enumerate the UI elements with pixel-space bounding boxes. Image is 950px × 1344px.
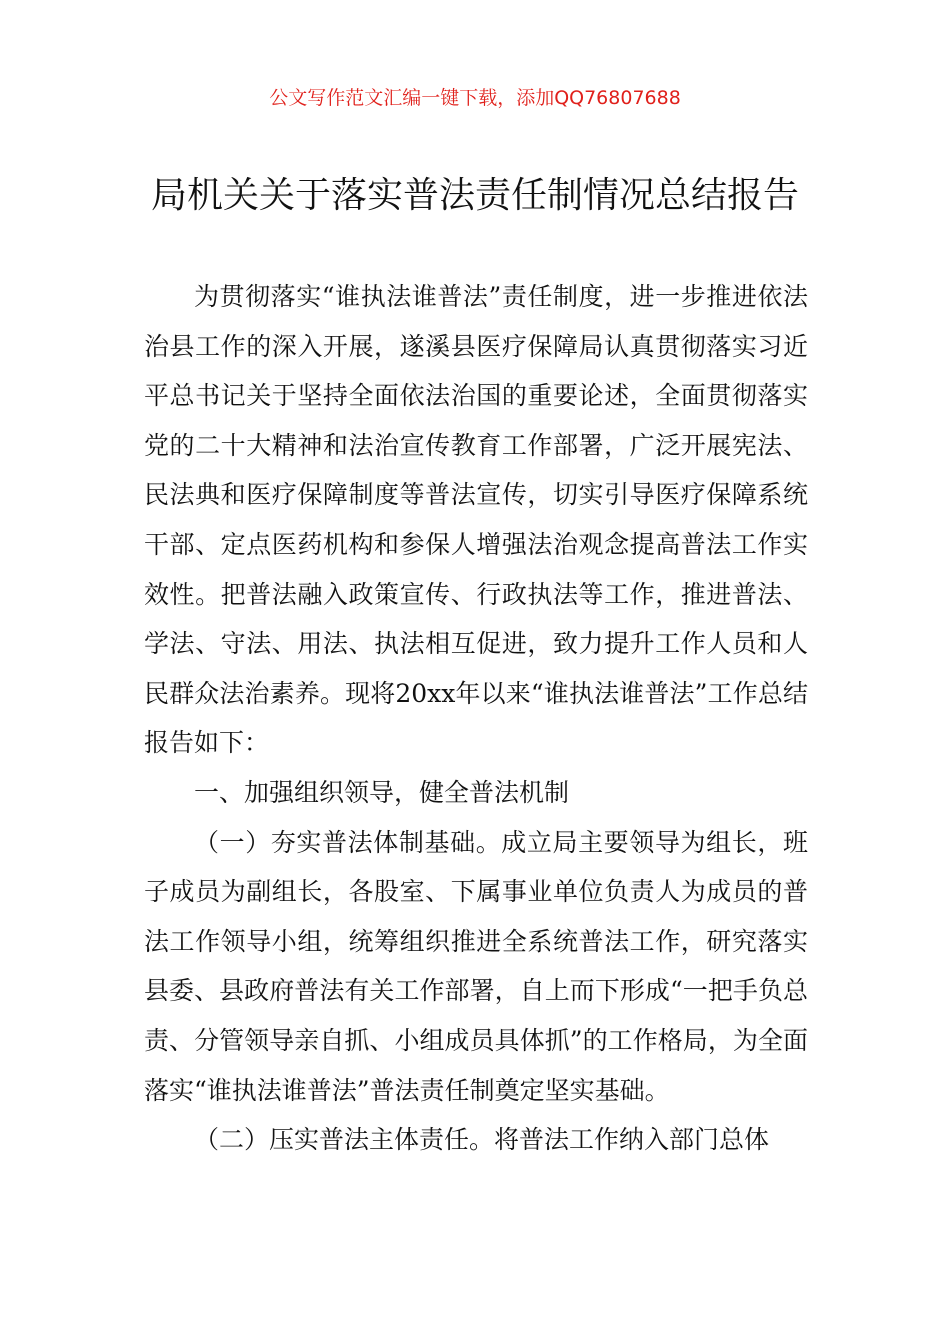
document-title: 局机关关于落实普法责任制情况总结报告 bbox=[150, 175, 799, 216]
section-heading-1: 一、加强组织领导，健全普法机制 bbox=[194, 777, 570, 807]
header-note: 公文写作范文汇编一键下载，添加QQ76807688 bbox=[269, 87, 681, 109]
document-body bbox=[144, 272, 808, 1165]
subsection-paragraph-2: （二）压实普法主体责任。将普法工作纳入部门总体 bbox=[194, 1125, 770, 1155]
subsection-paragraph-1: （一）夯实普法体制基础。成立局主要领导为组长，班子成员为副组长，各股室、下属事业单位负责人为成员的普法工作领导小组，统筹组织推进全系统普法工作，研究落实县委、县政府普法有关工作部署，自上而下形成“一把手负总责、分管领导亲自抓、小组成员具体抓”的工作格局，为全面落实“谁执法谁普法”普法责任制奠定坚实基础。 bbox=[144, 827, 808, 1105]
intro-paragraph: 为贯彻落实“谁执法谁普法”责任制度，进一步推进依法治县工作的深入开展，遂溪县医疗保障局认真贯彻落实习近平总书记关于坚持全面依法治国的重要论述，全面贯彻落实党的二十大精神和法治宣传教育工作部署，广泛开展宪法、民法典和医疗保障制度等普法宣传，切实引导医疗保障系统干部、定点医药机构和参保人增强法治观念提高普法工作实效性。把普法融入政策宣传、行政执法等工作，推进普法、学法、守法、用法、执法相互促进，致力提升工作人员和人民群众法治素养。现将20xx年以来“谁执法谁普法”工作总结报告如下： bbox=[144, 282, 808, 758]
